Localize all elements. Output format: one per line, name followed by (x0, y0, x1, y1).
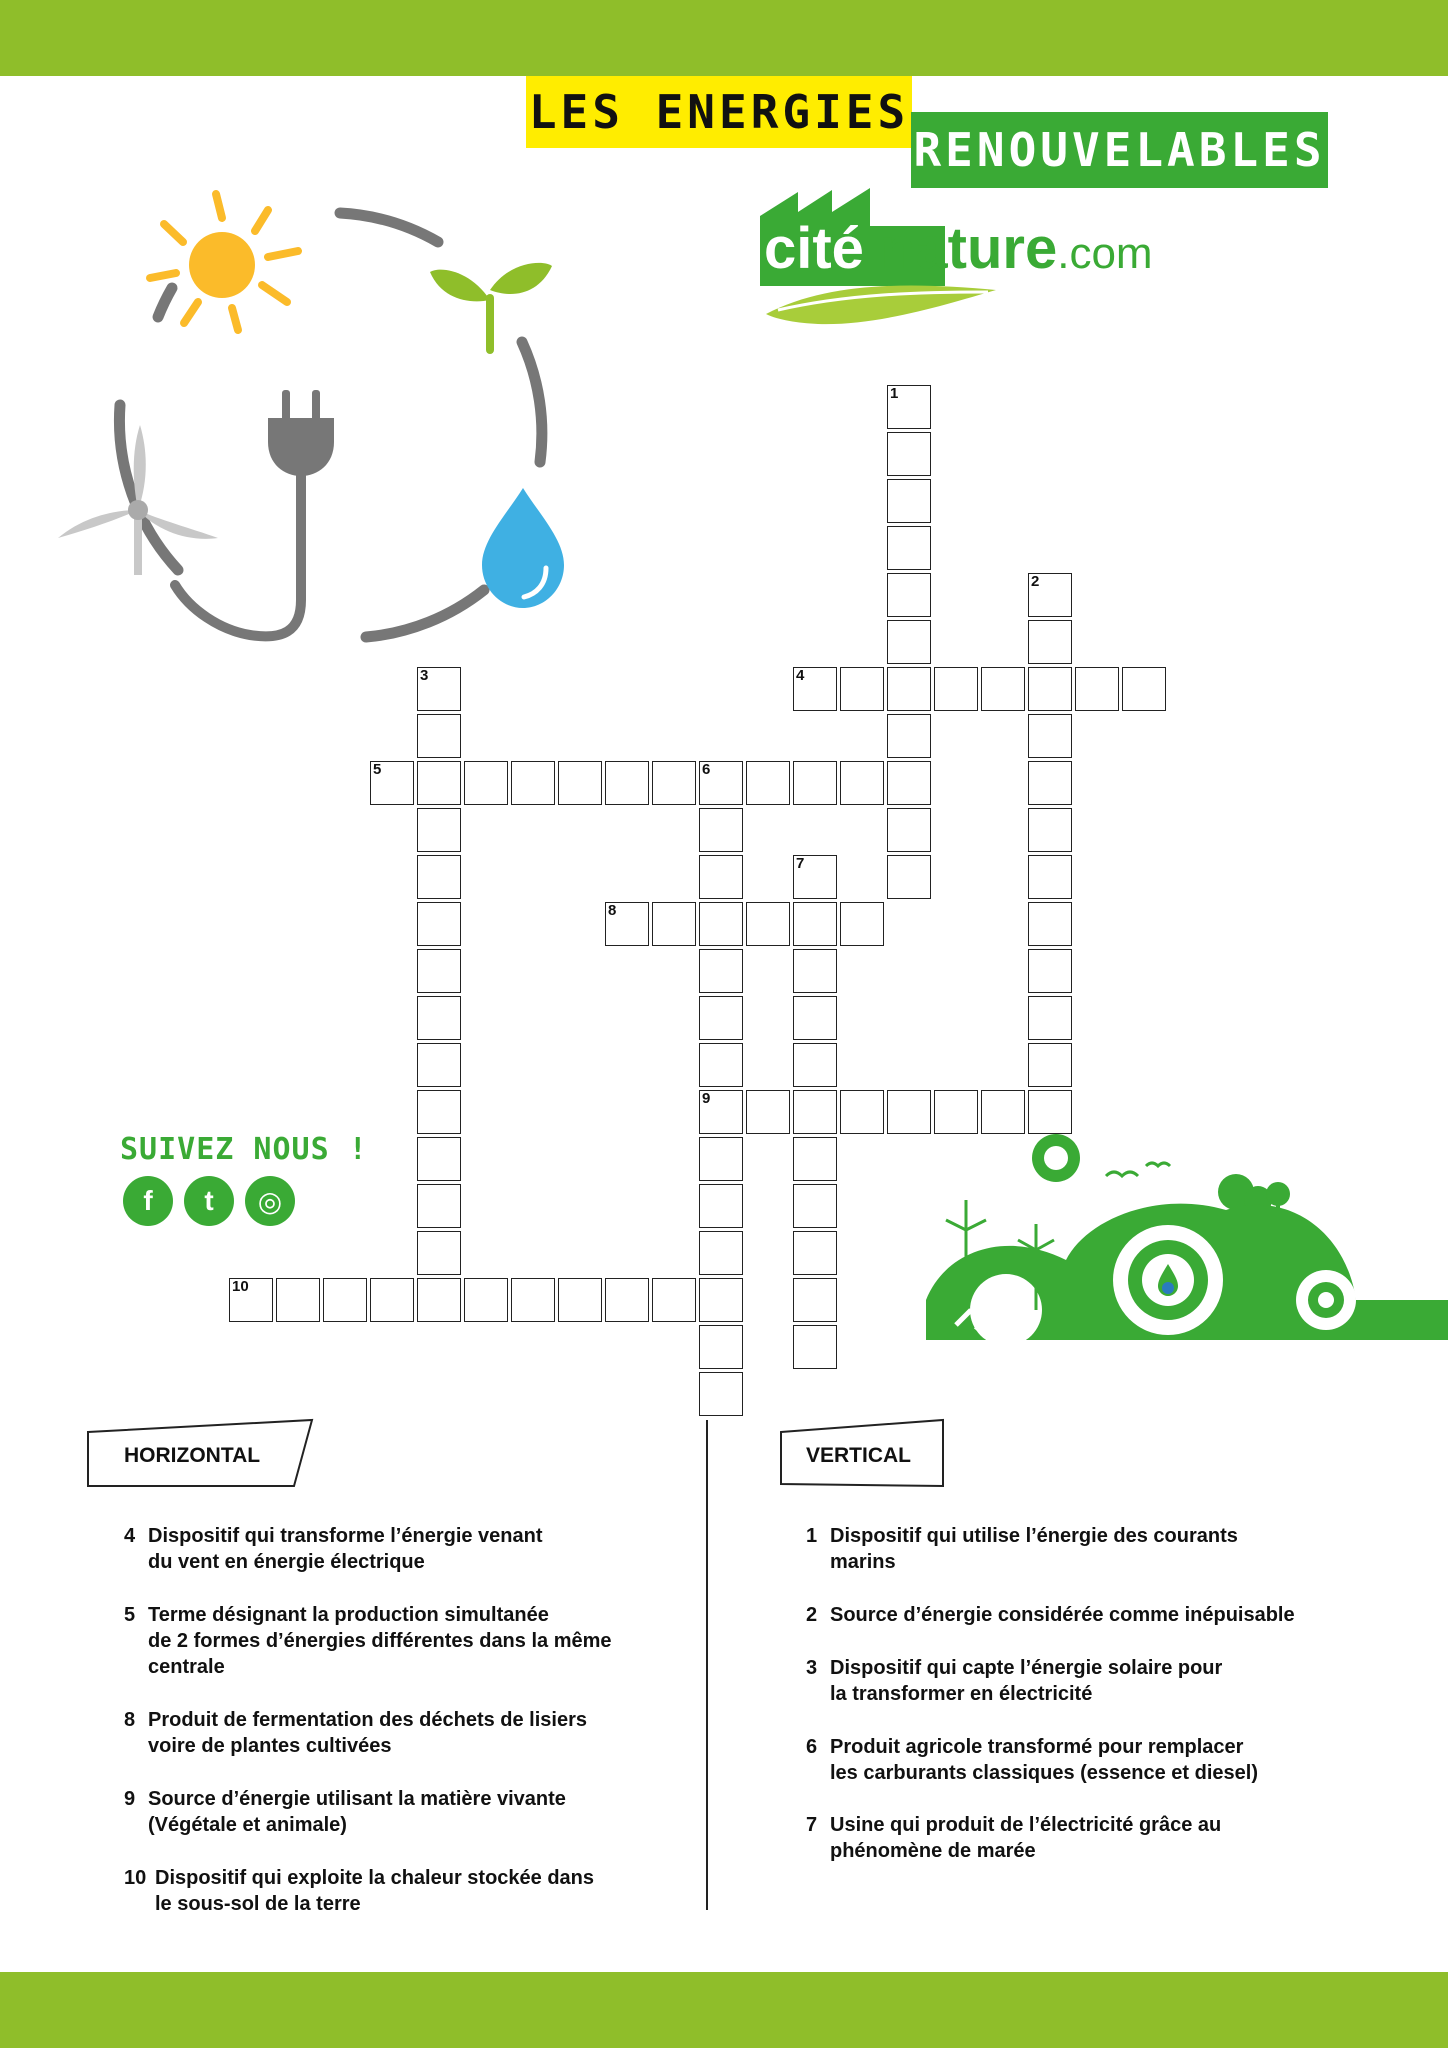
green-city-landscape (926, 1130, 1448, 1340)
clue-number: 3 (806, 1657, 818, 1679)
crossword-cell[interactable] (699, 996, 743, 1040)
clue-vertical-2 (806, 1602, 1295, 1628)
crossword-cell[interactable] (417, 1184, 461, 1228)
clue-text: Dispositif qui utilise l’énergie des courants marins (830, 1525, 1238, 1573)
crossword-cell[interactable] (1122, 667, 1166, 711)
crossword-cell[interactable] (605, 761, 649, 805)
follow-us-label: SUIVEZ NOUS ! (120, 1132, 368, 1167)
logo-text-cite: cité (764, 216, 864, 281)
clue-text: Produit agricole transformé pour remplacer les carburants classiques (essence et diesel) (830, 1736, 1258, 1784)
crossword-cell[interactable] (699, 808, 743, 852)
crossword-clue-number: 2 (1031, 573, 1040, 590)
crossword-cell[interactable] (840, 667, 884, 711)
crossword-clue-number: 7 (796, 855, 805, 872)
crossword-cell[interactable] (370, 1278, 414, 1322)
crossword-cell[interactable] (464, 761, 508, 805)
clue-number: 4 (124, 1525, 136, 1547)
crossword-cell[interactable] (652, 761, 696, 805)
crossword-cell[interactable] (652, 1278, 696, 1322)
crossword-cell[interactable] (981, 1090, 1025, 1134)
crossword-cell[interactable] (699, 761, 743, 805)
crossword-cell[interactable] (276, 1278, 320, 1322)
crossword-cell[interactable] (699, 949, 743, 993)
logo-text-com: .com (1057, 229, 1153, 278)
crossword-cell[interactable] (417, 902, 461, 946)
crossword-cell[interactable] (1028, 949, 1072, 993)
crossword-cell[interactable] (887, 1090, 931, 1134)
clue-vertical-7 (806, 1812, 1221, 1864)
crossword-cell[interactable] (793, 1231, 837, 1275)
crossword-cell[interactable] (746, 1090, 790, 1134)
crossword-cell[interactable] (699, 855, 743, 899)
crossword-cell[interactable] (605, 1278, 649, 1322)
crossword-clue-number: 4 (796, 667, 805, 684)
crossword-cell[interactable] (1028, 667, 1072, 711)
clue-horizontal-10 (124, 1865, 594, 1917)
crossword-clue-number: 3 (420, 667, 429, 684)
crossword-cell[interactable] (652, 902, 696, 946)
clue-horizontal-9 (124, 1786, 566, 1838)
crossword-cell[interactable] (417, 1137, 461, 1181)
crossword-cell[interactable] (417, 714, 461, 758)
crossword-cell[interactable] (1028, 761, 1072, 805)
crossword-cell[interactable] (1028, 855, 1072, 899)
crossword-clue-number: 6 (702, 761, 711, 778)
crossword-cell[interactable] (1028, 996, 1072, 1040)
crossword-cell[interactable] (1028, 573, 1072, 617)
bottom-band (0, 1972, 1448, 2048)
crossword-cell[interactable] (699, 1090, 743, 1134)
facebook-icon[interactable]: f (123, 1176, 173, 1226)
crossword-cell[interactable] (699, 1137, 743, 1181)
crossword-cell[interactable] (417, 808, 461, 852)
clue-text: Terme désignant la production simultanée de 2 formes d’énergies différentes dans la même centrale (148, 1604, 612, 1678)
clue-text: Produit de fermentation des déchets de lisiers voire de plantes cultivées (148, 1709, 588, 1757)
clue-number: 9 (124, 1788, 136, 1810)
clue-vertical-6 (806, 1734, 1258, 1786)
crossword-cell[interactable] (887, 761, 931, 805)
crossword-cell[interactable] (793, 855, 837, 899)
crossword-cell[interactable] (417, 761, 461, 805)
crossword-cell[interactable] (887, 526, 931, 570)
crossword-cell[interactable] (370, 761, 414, 805)
clue-number: 10 (124, 1867, 147, 1889)
crossword-cell[interactable] (887, 808, 931, 852)
crossword-cell[interactable] (793, 902, 837, 946)
crossword-cell[interactable] (793, 761, 837, 805)
crossword-cell[interactable] (417, 1090, 461, 1134)
crossword-cell[interactable] (699, 1231, 743, 1275)
clue-number: 7 (806, 1814, 818, 1836)
twitter-icon[interactable]: t (184, 1176, 234, 1226)
crossword-clue-number: 8 (608, 902, 617, 919)
crossword-cell[interactable] (746, 761, 790, 805)
crossword-cell[interactable] (887, 479, 931, 523)
crossword-cell[interactable] (558, 1278, 602, 1322)
clue-horizontal-8 (124, 1707, 587, 1759)
crossword-cell[interactable] (605, 902, 649, 946)
crossword-cell[interactable] (417, 1231, 461, 1275)
clue-text: Dispositif qui capte l’énergie solaire pour la transformer en électricité (830, 1657, 1223, 1705)
crossword-cell[interactable] (558, 761, 602, 805)
crossword-cell[interactable] (417, 949, 461, 993)
crossword-cell[interactable] (793, 996, 837, 1040)
crossword-clue-number: 1 (890, 385, 899, 402)
crossword-cell[interactable] (934, 1090, 978, 1134)
crossword-cell[interactable] (417, 667, 461, 711)
crossword-cell[interactable] (793, 1325, 837, 1369)
crossword-cell[interactable] (793, 667, 837, 711)
clue-horizontal-5 (124, 1602, 612, 1680)
crossword-cell[interactable] (511, 761, 555, 805)
clue-vertical-1 (806, 1523, 1238, 1575)
crossword-cell[interactable] (793, 1278, 837, 1322)
crossword-cell[interactable] (887, 714, 931, 758)
crossword-cell[interactable] (793, 1090, 837, 1134)
logo-text-nature: nature (879, 216, 1058, 281)
crossword-cell[interactable] (699, 1043, 743, 1087)
crossword-cell[interactable] (1028, 808, 1072, 852)
clue-horizontal-4 (124, 1523, 543, 1575)
clue-number: 5 (124, 1604, 136, 1626)
crossword-cell[interactable] (981, 667, 1025, 711)
clue-number: 6 (806, 1736, 818, 1758)
crossword-cell[interactable] (887, 667, 931, 711)
clue-text: Dispositif qui transforme l’énergie venant du vent en énergie électrique (148, 1525, 543, 1573)
crossword-cell[interactable] (793, 1184, 837, 1228)
crossword-cell[interactable] (840, 761, 884, 805)
clue-vertical-3 (806, 1655, 1222, 1707)
crossword-cell[interactable] (699, 1372, 743, 1416)
crossword-cell[interactable] (887, 432, 931, 476)
crossword-cell[interactable] (887, 385, 931, 429)
instagram-icon[interactable]: ◎ (245, 1176, 295, 1226)
clue-text: Source d’énergie utilisant la matière vivante (Végétale et animale) (148, 1788, 566, 1836)
clue-text: Source d’énergie considérée comme inépuisable (830, 1604, 1295, 1626)
column-divider (706, 1420, 708, 1910)
crossword-cell[interactable] (417, 996, 461, 1040)
crossword-cell[interactable] (1028, 620, 1072, 664)
crossword-cell[interactable] (1028, 902, 1072, 946)
crossword-cell[interactable] (793, 949, 837, 993)
crossword-cell[interactable] (464, 1278, 508, 1322)
title-les-energies: LES ENERGIES (526, 76, 912, 148)
crossword-clue-number: 10 (232, 1278, 249, 1295)
crossword-clue-number: 9 (702, 1090, 711, 1107)
crossword-cell[interactable] (323, 1278, 367, 1322)
clue-number: 8 (124, 1709, 136, 1731)
clue-number: 1 (806, 1525, 818, 1547)
crossword-cell[interactable] (699, 1325, 743, 1369)
crossword-cell[interactable] (793, 1137, 837, 1181)
crossword-cell[interactable] (417, 1043, 461, 1087)
crossword-cell[interactable] (746, 902, 790, 946)
crossword-cell[interactable] (840, 1090, 884, 1134)
clue-number: 2 (806, 1604, 818, 1626)
crossword-cell[interactable] (229, 1278, 273, 1322)
crossword-cell[interactable] (1028, 1043, 1072, 1087)
horizontal-heading: HORIZONTAL (124, 1444, 261, 1467)
crossword-cell[interactable] (511, 1278, 555, 1322)
title-renouvelables: RENOUVELABLES (911, 112, 1328, 188)
crossword-cell[interactable] (1028, 1090, 1072, 1134)
crossword-cell[interactable] (1075, 667, 1119, 711)
crossword-cell[interactable] (934, 667, 978, 711)
crossword-cell[interactable] (699, 1278, 743, 1322)
crossword-clue-number: 5 (373, 761, 382, 778)
crossword-cell[interactable] (887, 620, 931, 664)
vertical-heading: VERTICAL (806, 1444, 911, 1467)
crossword-cell[interactable] (887, 573, 931, 617)
crossword-cell[interactable] (699, 1184, 743, 1228)
crossword-cell[interactable] (840, 902, 884, 946)
crossword-cell[interactable] (887, 855, 931, 899)
clue-text: Dispositif qui exploite la chaleur stockée dans le sous-sol de la terre (155, 1867, 595, 1915)
crossword-cell[interactable] (1028, 714, 1072, 758)
crossword-cell[interactable] (793, 1043, 837, 1087)
crossword-cell[interactable] (417, 1278, 461, 1322)
crossword-cell[interactable] (699, 902, 743, 946)
crossword-cell[interactable] (417, 855, 461, 899)
clue-text: Usine qui produit de l’électricité grâce au phénomène de marée (830, 1814, 1222, 1862)
